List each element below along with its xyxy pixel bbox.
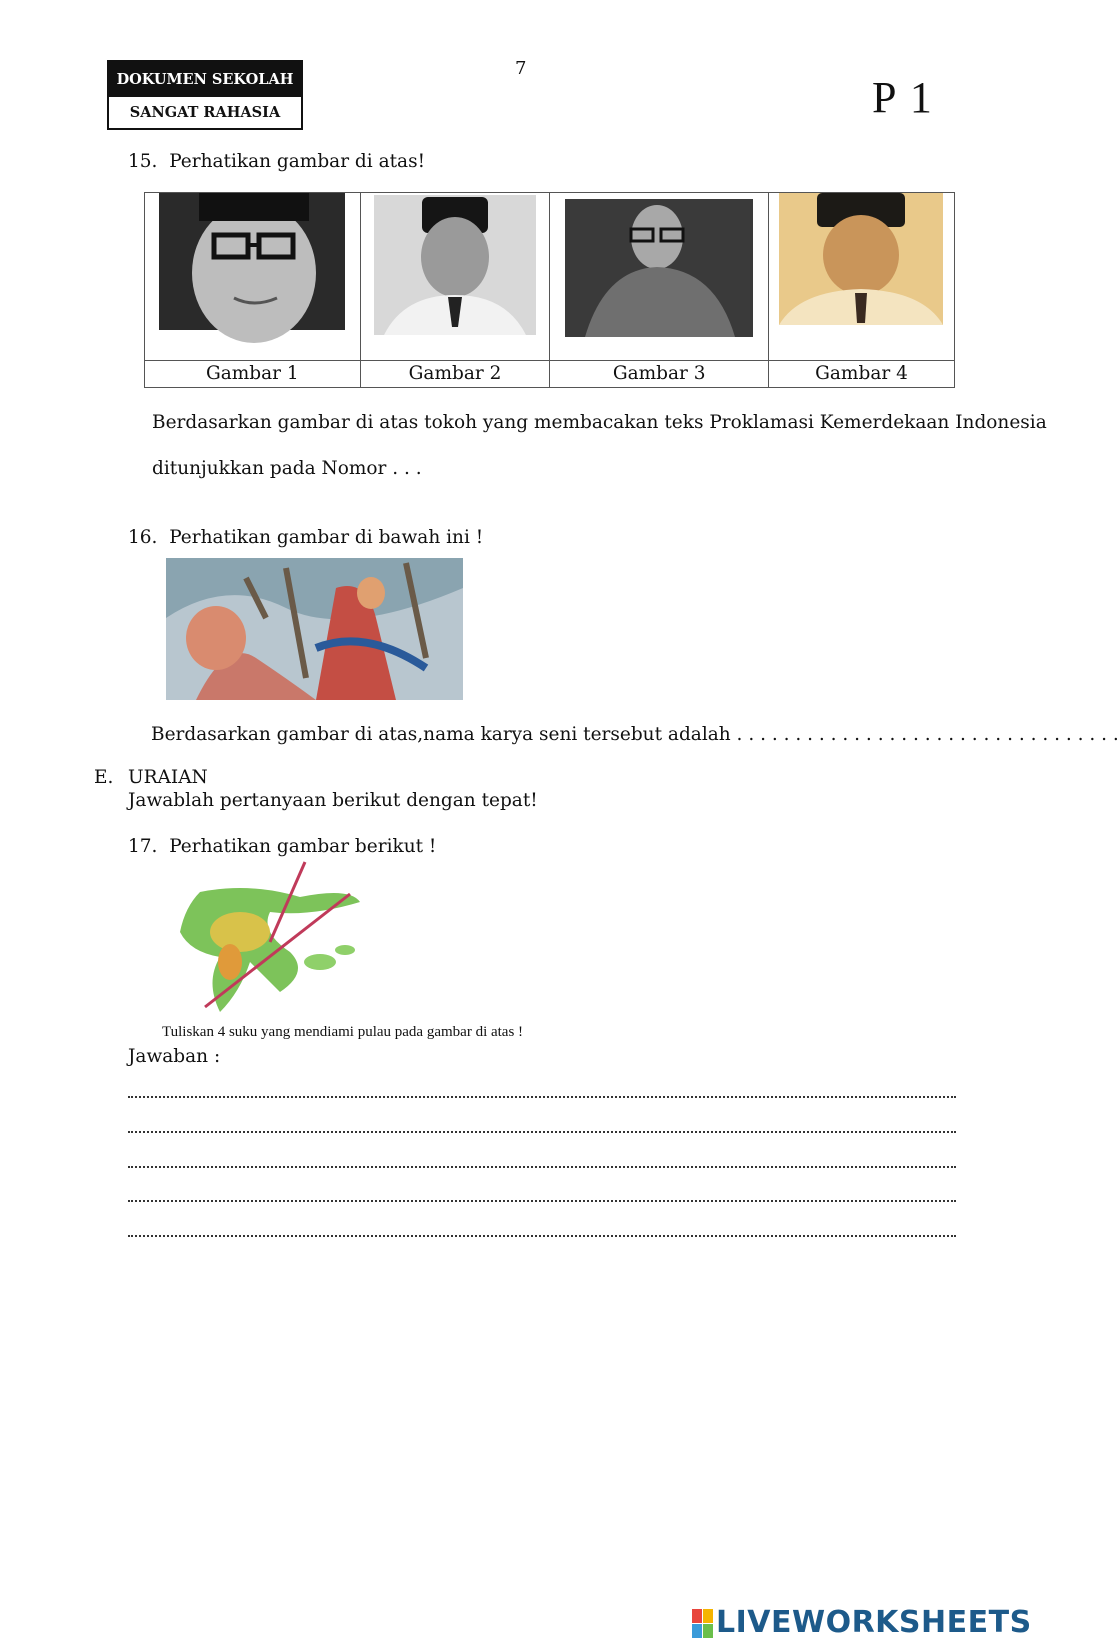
q16-question: Berdasarkan gambar di atas,nama karya seni tersebut adalah . . . . . . . . . . . . . . . . . . . . . . . . . . . . . . . . . (151, 724, 1119, 745)
secret-label: SANGAT RAHASIA (129, 104, 281, 121)
sulawesi-map-image (160, 862, 365, 1022)
figure-1-caption: Gambar 1 (145, 361, 361, 388)
figure-4-cell (768, 193, 954, 361)
paper-code: P 1 (872, 73, 934, 122)
section-e-letter: E. (94, 767, 114, 788)
q15-figure-table (144, 192, 955, 388)
q17-heading (128, 836, 436, 857)
section-e-instruction: Jawablah pertanyaan berikut dengan tepat! (128, 790, 538, 811)
doc-label: DOKUMEN SEKOLAH (109, 62, 301, 97)
q17-task: Tuliskan 4 suku yang mendiami pulau pada gambar di atas ! (162, 1024, 524, 1040)
liveworksheets-mark-icon (692, 1609, 713, 1638)
figure-2-cell (360, 193, 550, 361)
figure-3-caption: Gambar 3 (550, 361, 769, 388)
portrait-4-image (779, 193, 943, 325)
q17-prompt: Perhatikan gambar berikut ! (169, 836, 437, 857)
figure-3-cell (550, 193, 769, 361)
document-classification-box (107, 60, 303, 130)
portrait-3-image (565, 199, 753, 337)
liveworksheets-logo (692, 1605, 1032, 1640)
q16-prompt: Perhatikan gambar di bawah ini ! (169, 527, 484, 548)
answer-line-5[interactable] (128, 1233, 956, 1237)
q15-heading (128, 151, 425, 172)
q17-number: 17. (128, 836, 158, 857)
figure-1-cell (145, 193, 361, 361)
portrait-2-image (374, 195, 536, 335)
answer-label: Jawaban : (128, 1046, 221, 1067)
portrait-1-image (159, 193, 345, 330)
q15-number: 15. (128, 151, 158, 172)
answer-line-3[interactable] (128, 1164, 956, 1168)
page-number: 7 (515, 58, 527, 79)
q16-heading (128, 527, 483, 548)
figure-4-caption: Gambar 4 (768, 361, 954, 388)
section-e-title: URAIAN (128, 767, 208, 788)
q15-text-line1: Berdasarkan gambar di atas tokoh yang membacakan teks Proklamasi Kemerdekaan Indonesia (152, 412, 1047, 433)
brand-name: LIVEWORKSHEETS (716, 1605, 1032, 1640)
answer-line-1[interactable] (128, 1094, 956, 1098)
painting-image (166, 558, 463, 700)
q15-text-line2: ditunjukkan pada Nomor . . . (152, 458, 422, 479)
figure-2-caption: Gambar 2 (360, 361, 550, 388)
q16-number: 16. (128, 527, 158, 548)
answer-line-2[interactable] (128, 1129, 956, 1133)
answer-line-4[interactable] (128, 1198, 956, 1202)
q15-prompt: Perhatikan gambar di atas! (169, 151, 425, 172)
